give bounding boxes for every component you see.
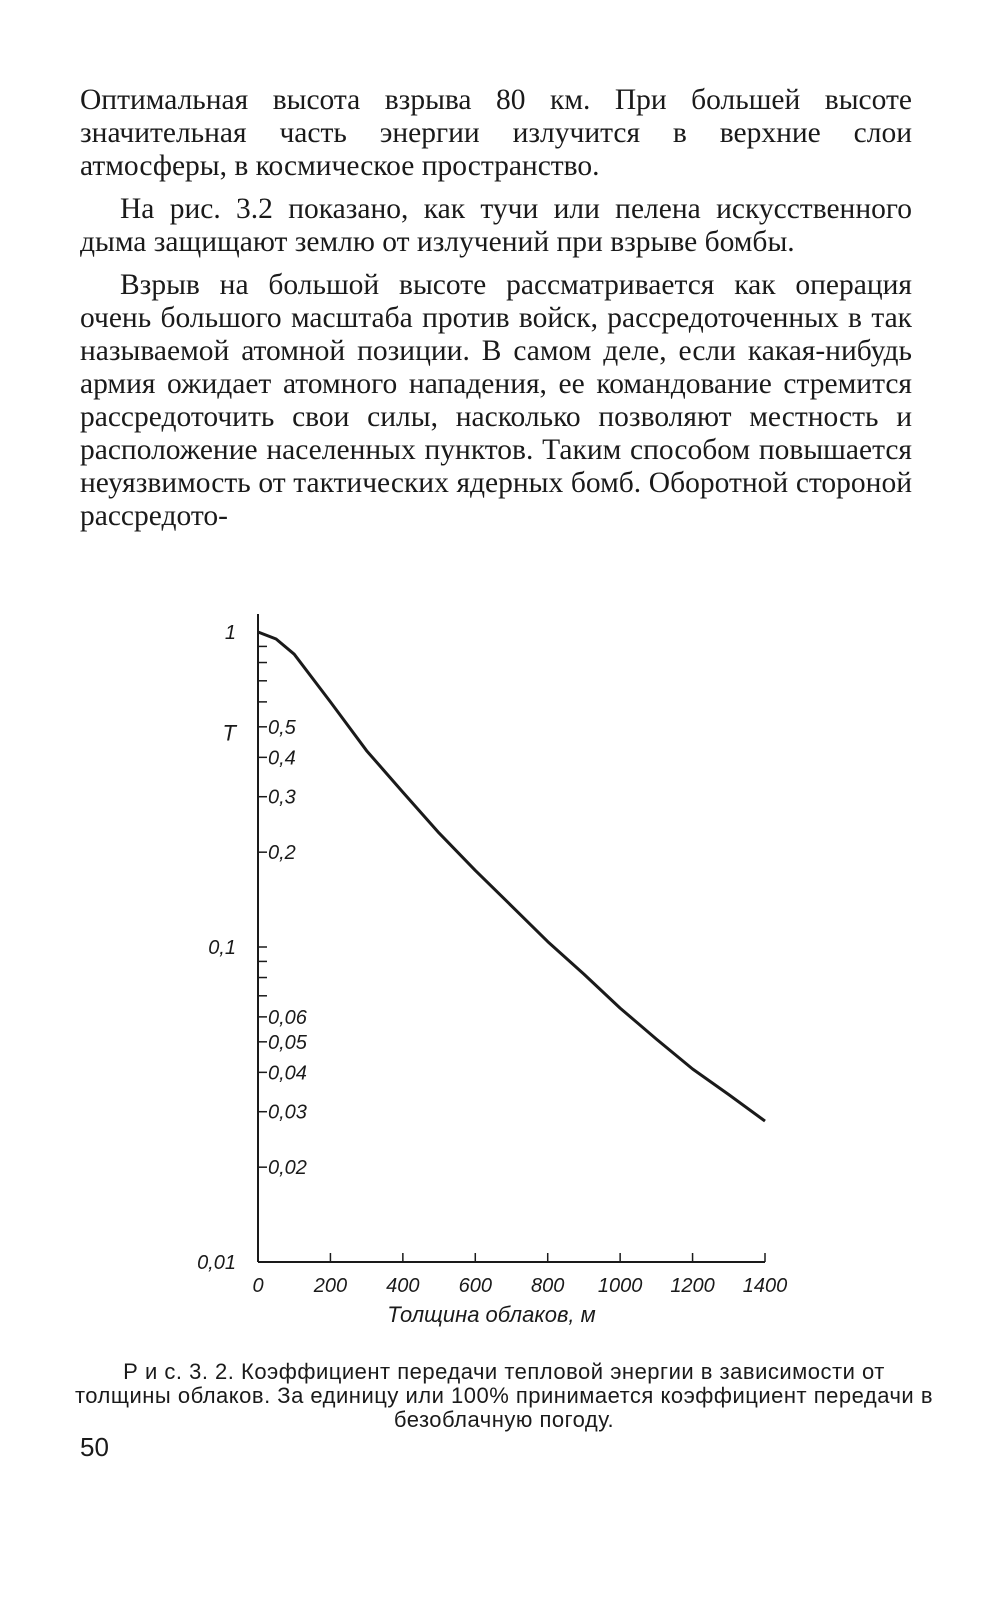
y-tick-label: 1	[224, 622, 236, 644]
y-tick-label: 0,05	[268, 1031, 307, 1054]
page-number: 50	[80, 1432, 109, 1462]
paragraph-3: Взрыв на большой высоте рассматривается как операция очень большого масштаба против войск, рассредоточенных в так называемой атомной позиции. В самом деле, если какая-нибудь армия ожидает атомного нападения, ее командование стремится рассредоточить свои силы, насколько позволяют местность и расположение населенных пунктов. Таким способом повышается неуязвимость от тактических ядерных бомб. Оборотной стороной рассредото-	[80, 269, 912, 532]
y-tick-label: 0,06	[268, 1006, 307, 1029]
transmission-chart	[190, 600, 830, 1340]
x-tick-label: 0	[252, 1275, 264, 1297]
paragraph-2: На рис. 3.2 показано, как тучи или пелена искусственного дыма защищают землю от излучений при взрыве бомбы.	[80, 193, 912, 258]
y-tick-label: 0,5	[268, 716, 296, 739]
y-axis-label: T	[222, 720, 236, 746]
figure-caption: Р и с. 3. 2. Коэффициент передачи тепловой энергии в зависимости от толщины облаков. За единицу или 100% принимается коэффициент передачи в безоблачную погоду.	[74, 1359, 934, 1432]
y-tick-label: 0,4	[268, 747, 296, 770]
y-tick-label: 0,02	[268, 1157, 307, 1180]
x-tick-label: 800	[531, 1275, 565, 1297]
paragraph-1: Оптимальная высота взрыва 80 км. При большей высоте значительная часть энергии излучится в верхние слои атмосферы, в космическое пространство.	[80, 84, 912, 182]
x-tick-label: 600	[458, 1275, 492, 1297]
y-tick-label: 0,01	[197, 1252, 236, 1274]
x-tick-label: 400	[386, 1275, 420, 1297]
y-tick-label: 0,1	[208, 937, 236, 959]
y-tick-label: 0,04	[268, 1062, 307, 1085]
x-tick-label: 200	[313, 1275, 348, 1297]
y-tick-label: 0,3	[268, 786, 296, 809]
x-tick-label: 1400	[742, 1275, 788, 1297]
transmission-curve	[258, 632, 765, 1121]
body-text	[80, 84, 912, 543]
y-tick-label: 0,2	[268, 842, 296, 865]
figure-3-2	[190, 600, 830, 1340]
y-tick-label: 0,03	[268, 1101, 307, 1124]
x-axis-label: Толщина облаков, м	[387, 1302, 596, 1327]
x-tick-label: 1000	[597, 1275, 643, 1297]
x-tick-label: 1200	[670, 1275, 715, 1297]
